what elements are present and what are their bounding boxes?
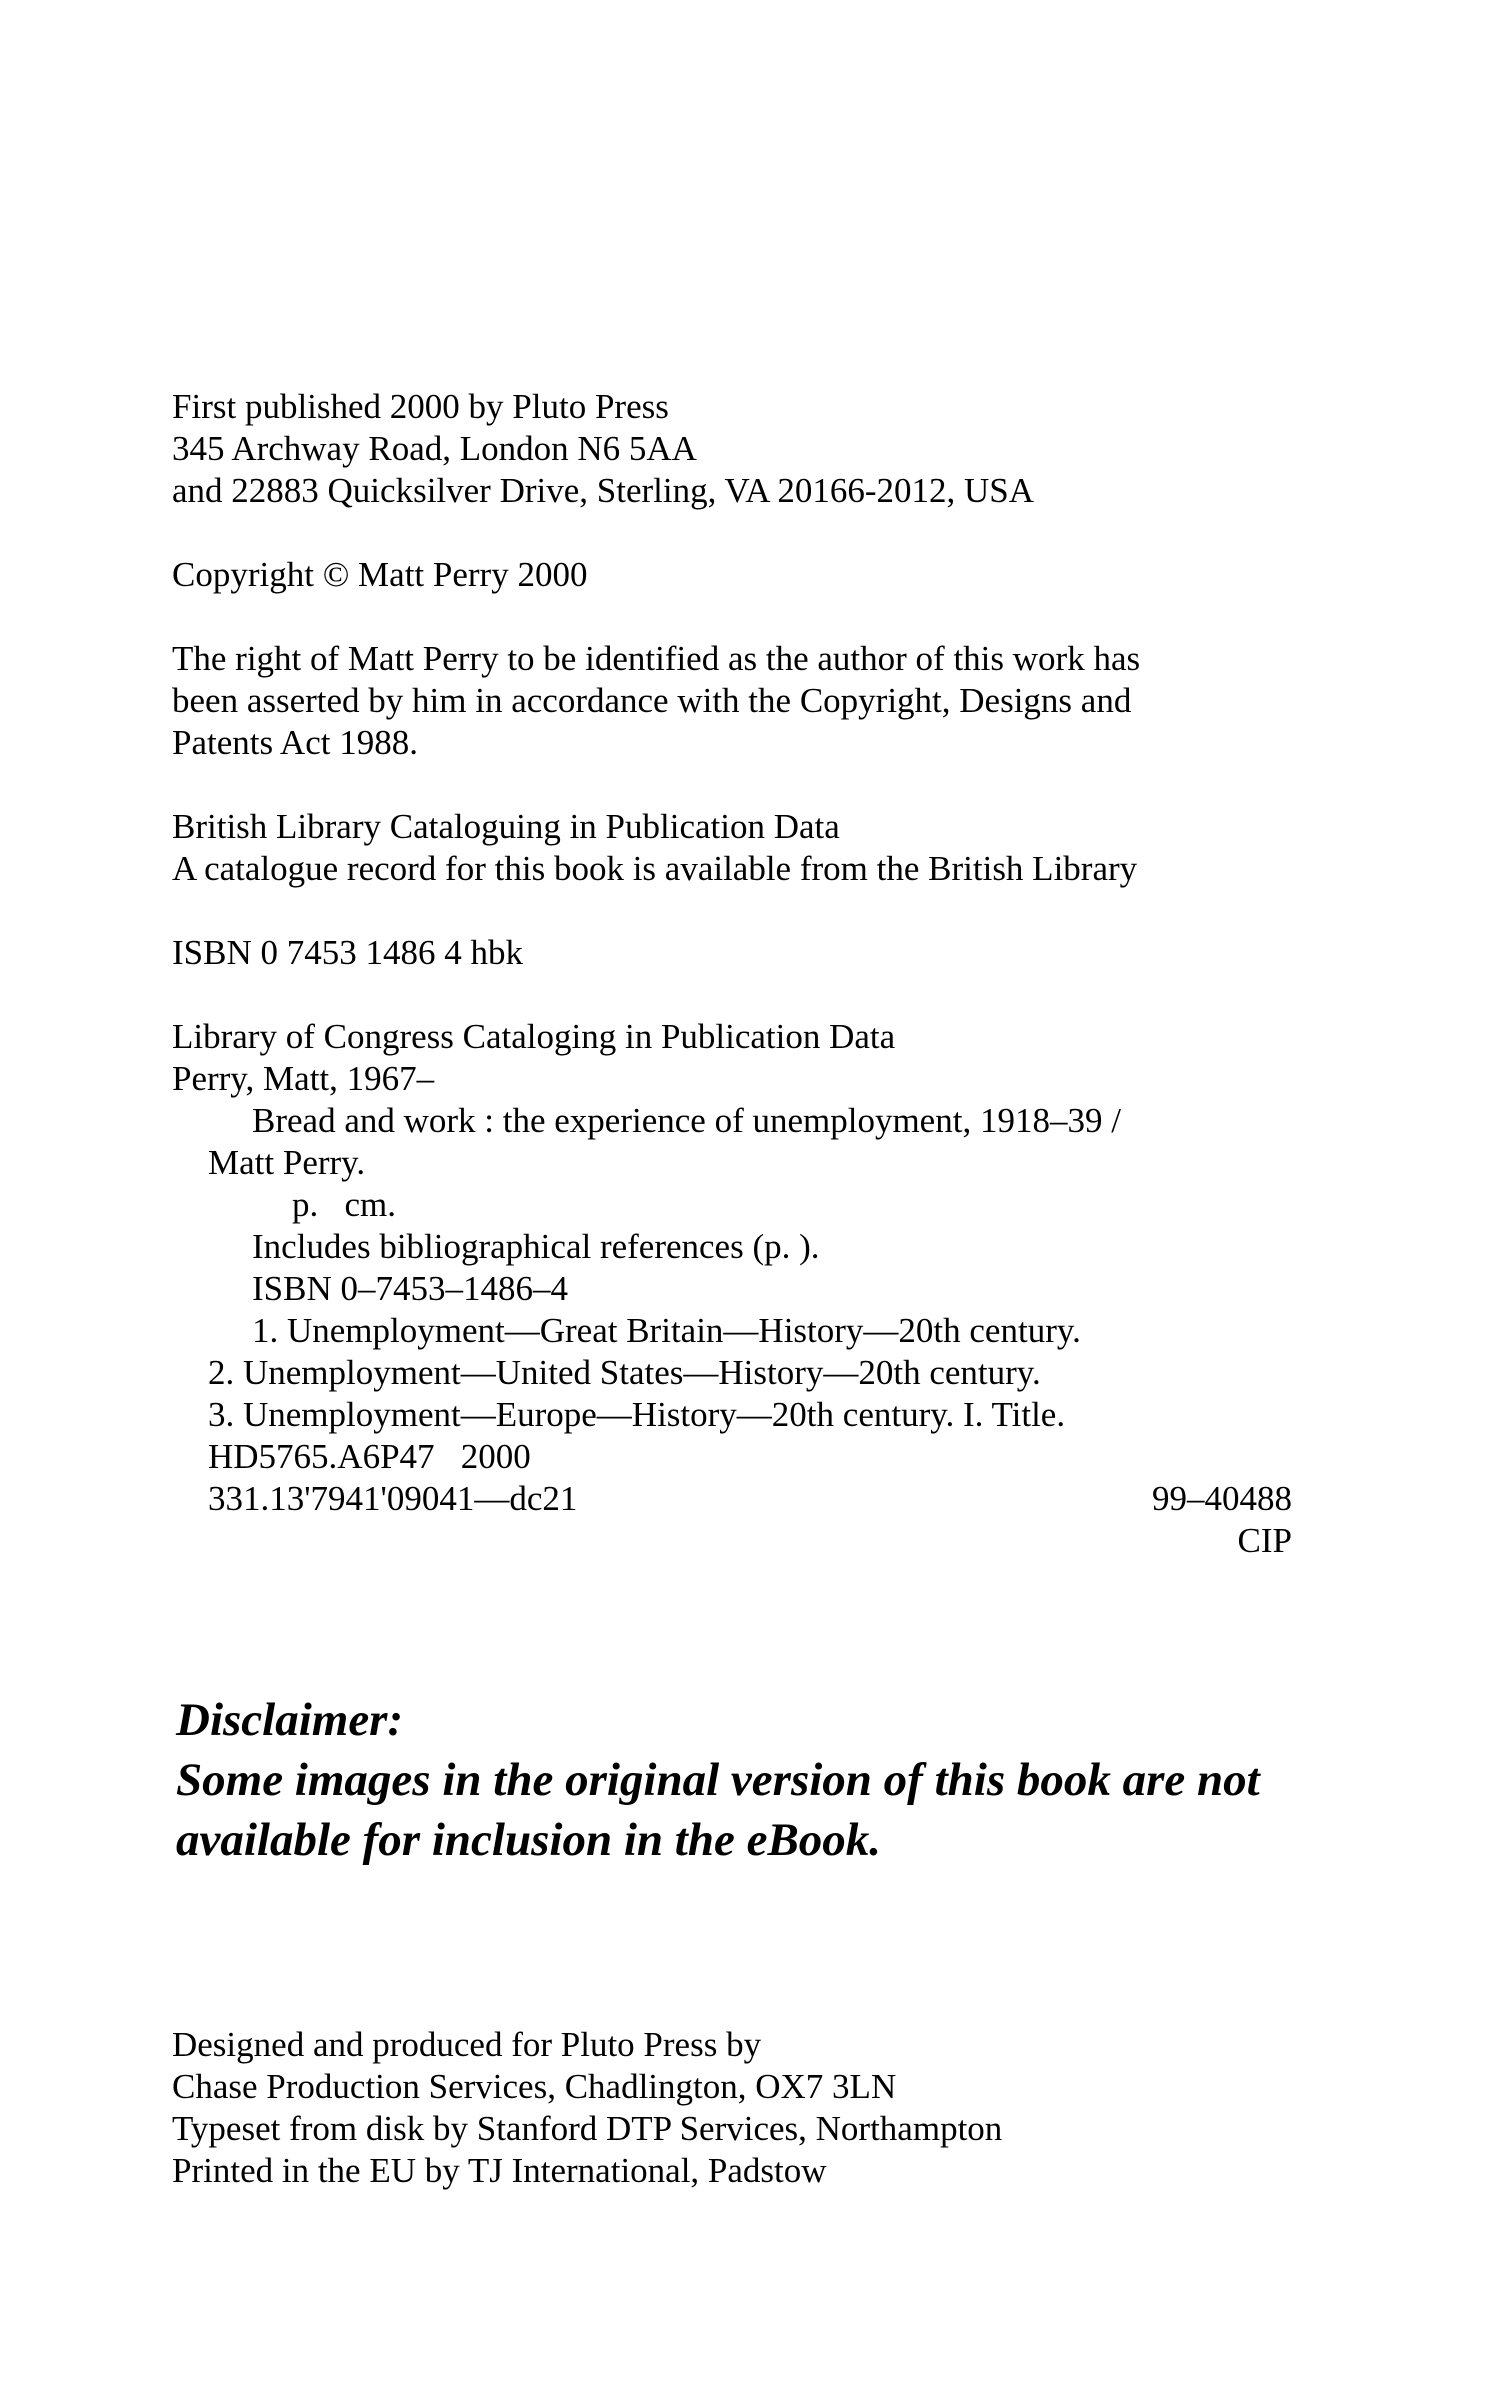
copyright-page-body bbox=[172, 386, 1372, 1562]
disclaimer-heading: Disclaimer: bbox=[176, 1694, 404, 1746]
loc-call-number: HD5765.A6P47 2000 bbox=[208, 1437, 531, 1476]
moral-rights-line-2: been asserted by him in accordance with the Copyright, Designs and bbox=[172, 681, 1132, 720]
loc-title-line-1: Bread and work : the experience of unemployment, 1918–39 / bbox=[252, 1101, 1121, 1140]
british-library-note: A catalogue record for this book is available from the British Library bbox=[172, 849, 1138, 888]
loc-dewey-row bbox=[172, 1478, 1372, 1520]
loc-title-line-2: Matt Perry. bbox=[208, 1143, 366, 1182]
loc-cip: CIP bbox=[1237, 1521, 1292, 1560]
loc-author: Perry, Matt, 1967– bbox=[172, 1059, 435, 1098]
loc-subject-2: 2. Unemployment—United States—History—20th century. bbox=[208, 1353, 1041, 1392]
isbn-hardback: ISBN 0 7453 1486 4 hbk bbox=[172, 933, 523, 972]
loc-subject-1: 1. Unemployment—Great Britain—History—20th century. bbox=[252, 1311, 1081, 1350]
production-credits bbox=[172, 2024, 1372, 2192]
british-library-heading: British Library Cataloguing in Publication Data bbox=[172, 807, 840, 846]
disclaimer-block bbox=[176, 1690, 1436, 1870]
loc-bibliography: Includes bibliographical references (p. ). bbox=[252, 1227, 820, 1266]
spacer bbox=[172, 596, 1372, 638]
loc-cip-row bbox=[172, 1520, 1372, 1562]
production-line-2: Chase Production Services, Chadlington, OX7 3LN bbox=[172, 2067, 897, 2106]
production-line-4: Printed in the EU by TJ International, Padstow bbox=[172, 2151, 827, 2190]
spacer bbox=[172, 512, 1372, 554]
production-line-3: Typeset from disk by Stanford DTP Services, Northampton bbox=[172, 2109, 1003, 2148]
spacer bbox=[172, 764, 1372, 806]
loc-isbn: ISBN 0–7453–1486–4 bbox=[252, 1269, 568, 1308]
moral-rights-line-1: The right of Matt Perry to be identified as the author of this work has bbox=[172, 639, 1141, 678]
disclaimer-line-2: available for inclusion in the eBook. bbox=[176, 1814, 882, 1866]
moral-rights-line-3: Patents Act 1988. bbox=[172, 723, 418, 762]
publisher-address-us: and 22883 Quicksilver Drive, Sterling, VA 20166-2012, USA bbox=[172, 471, 1034, 510]
disclaimer-line-1: Some images in the original version of this book are not bbox=[176, 1754, 1260, 1806]
loc-subject-3: 3. Unemployment—Europe—History—20th century. I. Title. bbox=[208, 1395, 1066, 1434]
publisher-address-uk: 345 Archway Road, London N6 5AA bbox=[172, 429, 697, 468]
first-published-line: First published 2000 by Pluto Press bbox=[172, 387, 669, 426]
loc-dewey: 331.13'7941'09041—dc21 bbox=[208, 1479, 578, 1518]
copyright-notice: Copyright © Matt Perry 2000 bbox=[172, 555, 588, 594]
loc-pages: p. cm. bbox=[292, 1185, 397, 1224]
loc-heading: Library of Congress Cataloging in Publication Data bbox=[172, 1017, 896, 1056]
loc-lccn: 99–40488 bbox=[1152, 1479, 1292, 1518]
production-line-1: Designed and produced for Pluto Press by bbox=[172, 2025, 762, 2064]
spacer bbox=[172, 890, 1372, 932]
spacer bbox=[172, 974, 1372, 1016]
